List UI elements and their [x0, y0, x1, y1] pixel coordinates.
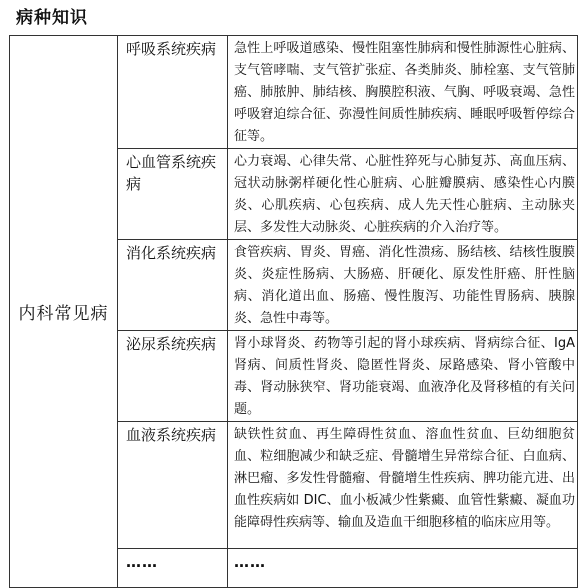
system-name-cell: 泌尿系统疾病 [118, 331, 228, 422]
table-row [10, 36, 578, 149]
disease-list-cell: 肾小球肾炎、药物等引起的肾小球疾病、肾病综合征、IgA 肾病、间质性肾炎、隐匿性肾炎、尿路感染、肾小管酸中毒、肾动脉狭窄、肾功能衰竭、血液净化及肾移植的有关问题。 [228, 331, 578, 422]
system-name-cell: 呼吸系统疾病 [118, 36, 228, 149]
ellipsis-system-cell: …… [118, 549, 228, 588]
ellipsis-description-cell: …… [228, 549, 578, 588]
system-name-cell: 血液系统疾病 [118, 422, 228, 549]
category-cell: 内科常见病 [10, 36, 118, 588]
page-title: 病种知识 [16, 8, 88, 28]
disease-list-cell: 缺铁性贫血、再生障碍性贫血、溶血性贫血、巨幼细胞贫血、粒细胞减少和缺乏症、骨髓增生异常综合征、白血病、淋巴瘤、多发性骨髓瘤、骨髓增生性疾病、脾功能亢进、出血性疾病如 DIC、血小板减少性紫癜、血管性紫癜、凝血功能障碍性疾病等、输血及造血干细胞移植的临床应用等。 [228, 422, 578, 549]
disease-list-cell: 急性上呼吸道感染、慢性阻塞性肺病和慢性肺源性心脏病、支气管哮喘、支气管扩张症、各类肺炎、肺栓塞、支气管肺癌、肺脓肿、肺结核、胸膜腔积液、气胸、呼吸衰竭、急性呼吸窘迫综合征、弥漫性间质性肺疾病、睡眠呼吸暂停综合征等。 [228, 36, 578, 149]
disease-knowledge-table [9, 35, 578, 588]
system-name-cell: 消化系统疾病 [118, 240, 228, 331]
disease-list-cell: 食管疾病、胃炎、胃癌、消化性溃疡、肠结核、结核性腹膜炎、炎症性肠病、大肠癌、肝硬化、原发性肝癌、肝性脑病、消化道出血、肠癌、慢性腹泻、功能性胃肠病、胰腺炎、急性中毒等。 [228, 240, 578, 331]
disease-list-cell: 心力衰竭、心律失常、心脏性猝死与心肺复苏、高血压病、冠状动脉粥样硬化性心脏病、心脏瓣膜病、感染性心内膜炎、心肌疾病、心包疾病、成人先天性心脏病、主动脉夹层、多发性大动脉炎、心脏疾病的介入治疗等。 [228, 149, 578, 240]
system-name-cell: 心血管系统疾病 [118, 149, 228, 240]
